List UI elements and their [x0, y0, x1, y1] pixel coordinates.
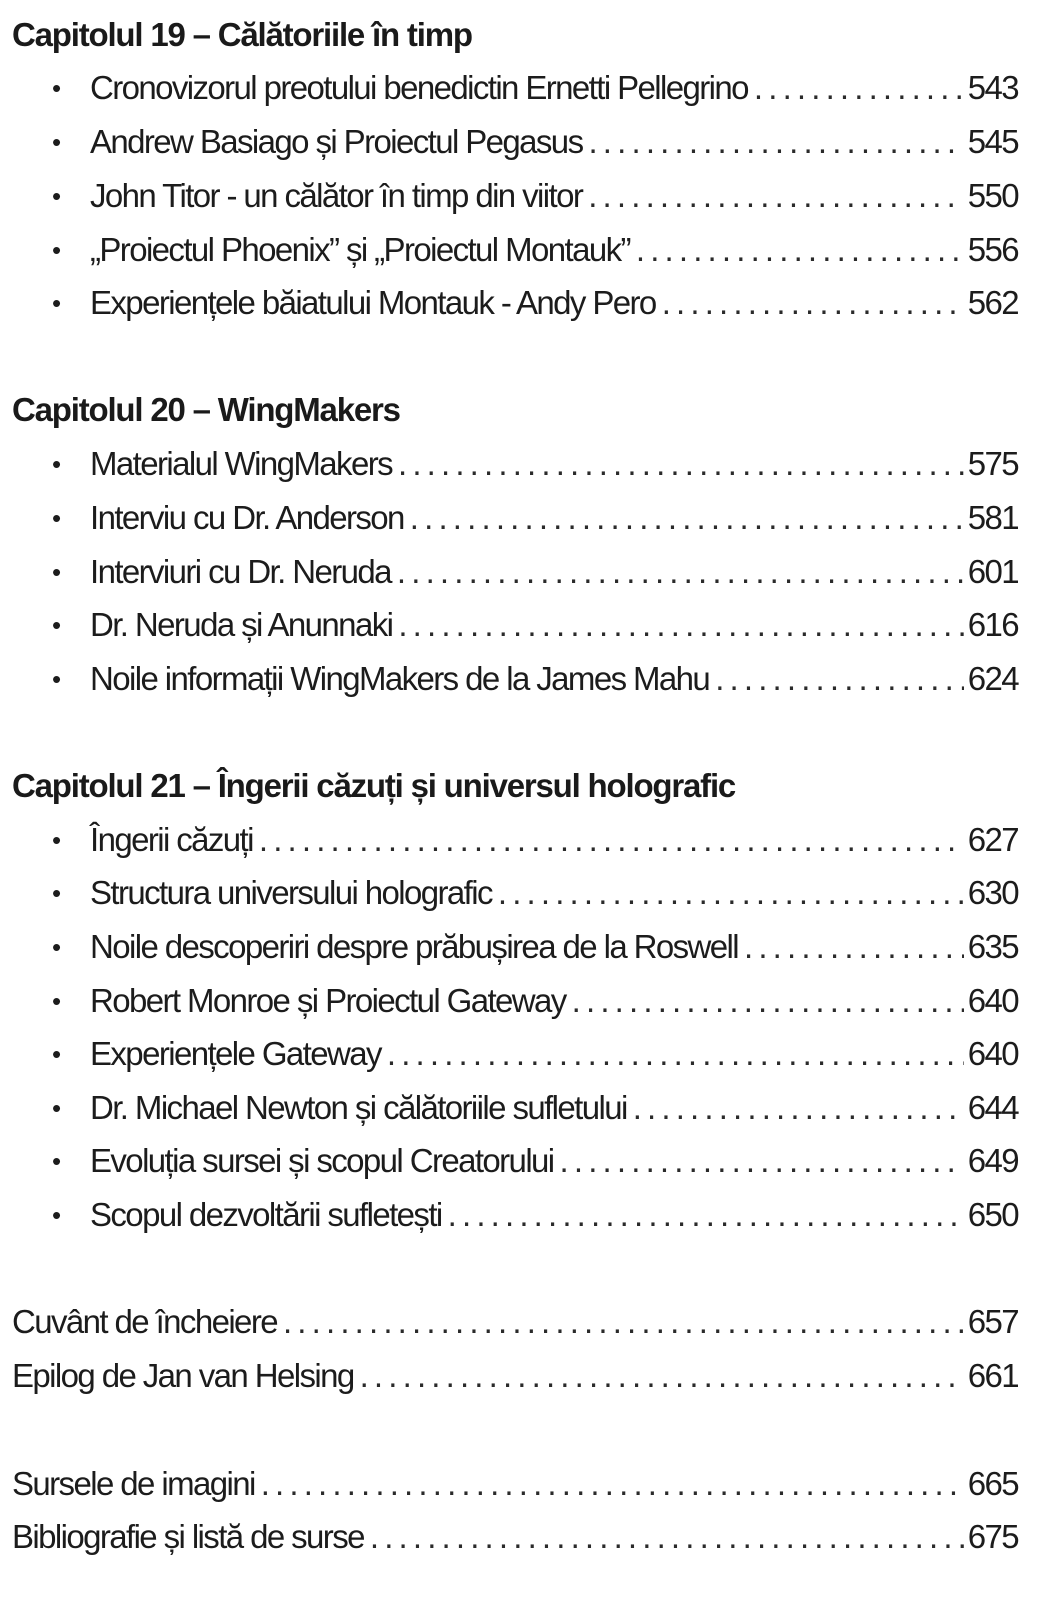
bullet-icon: •: [52, 181, 62, 211]
bullet-icon: •: [52, 1093, 62, 1123]
entry-title: Structura universului holografic: [90, 874, 492, 911]
toc-entry[interactable]: [52, 550, 1018, 594]
dot-leader: [398, 603, 963, 647]
entry-title: Cuvânt de încheiere: [12, 1303, 277, 1340]
toc-entry[interactable]: [52, 281, 1018, 325]
dot-leader: [398, 442, 964, 486]
bullet-icon: •: [52, 235, 62, 265]
bullet-icon: •: [52, 1146, 62, 1176]
entry-title: Robert Monroe și Proiectul Gateway: [90, 982, 566, 1019]
chapter-21-heading: Capitolul 21 – Îngerii căzuți și universul holografic: [12, 767, 736, 804]
dot-leader: [588, 174, 964, 218]
chapter-20-heading: Capitolul 20 – WingMakers: [12, 391, 400, 428]
dot-leader: [283, 1300, 964, 1344]
dot-leader: [360, 1354, 964, 1398]
entry-page-number: 630: [967, 874, 1018, 911]
entry-page-number: 675: [967, 1518, 1018, 1555]
toc-entry[interactable]: [52, 1086, 1018, 1130]
entry-title: Bibliografie și listă de surse: [12, 1518, 364, 1555]
entry-page-number: 601: [967, 553, 1018, 590]
toc-entry[interactable]: [52, 228, 1018, 272]
bullet-icon: •: [52, 557, 62, 587]
dot-leader: [397, 550, 964, 594]
entry-title: Dr. Neruda și Anunnaki: [90, 606, 393, 643]
bullet-icon: •: [52, 449, 62, 479]
entry-title: Interviu cu Dr. Anderson: [90, 499, 404, 536]
dot-leader: [261, 1462, 964, 1506]
toc-entry[interactable]: [12, 1462, 1018, 1506]
toc-entry[interactable]: [52, 1139, 1018, 1183]
bullet-icon: •: [52, 73, 62, 103]
entry-page-number: 545: [967, 123, 1018, 160]
entry-page-number: 661: [967, 1357, 1018, 1394]
entry-page-number: 624: [967, 660, 1018, 697]
toc-entry[interactable]: [52, 66, 1018, 110]
toc-entry[interactable]: [12, 1515, 1018, 1559]
toc-entry[interactable]: [52, 174, 1018, 218]
entry-title: „Proiectul Phoenix” și „Proiectul Montauk”: [90, 231, 630, 268]
dot-leader: [633, 1086, 964, 1130]
entry-page-number: 665: [967, 1465, 1018, 1502]
dot-leader: [560, 1139, 964, 1183]
dot-leader: [498, 871, 964, 915]
bullet-icon: •: [52, 986, 62, 1016]
dot-leader: [448, 1193, 964, 1237]
toc-entry[interactable]: [52, 120, 1018, 164]
dot-leader: [259, 818, 964, 862]
toc-entry[interactable]: [52, 925, 1018, 969]
dot-leader: [662, 281, 964, 325]
dot-leader: [715, 657, 964, 701]
entry-page-number: 657: [967, 1303, 1018, 1340]
entry-page-number: 635: [967, 928, 1018, 965]
bullet-icon: •: [52, 127, 62, 157]
bullet-icon: •: [52, 503, 62, 533]
entry-page-number: 543: [967, 69, 1018, 106]
bullet-icon: •: [52, 664, 62, 694]
toc-entry[interactable]: [52, 1193, 1018, 1237]
toc-entry[interactable]: [12, 1354, 1018, 1398]
entry-page-number: 640: [967, 982, 1018, 1019]
entry-title: Noile descoperiri despre prăbușirea de la Roswell: [90, 928, 738, 965]
entry-page-number: 650: [967, 1196, 1018, 1233]
toc-entry[interactable]: [52, 496, 1018, 540]
entry-title: Cronovizorul preotului benedictin Ernetti Pellegrino: [90, 69, 748, 106]
dot-leader: [754, 66, 964, 110]
dot-leader: [744, 925, 964, 969]
entry-title: Dr. Michael Newton și călătoriile sufletului: [90, 1089, 627, 1126]
entry-title: John Titor - un călător în timp din viitor: [90, 177, 583, 214]
entry-title: Evoluția sursei și scopul Creatorului: [90, 1142, 554, 1179]
entry-title: Noile informații WingMakers de la James Mahu: [90, 660, 710, 697]
toc-entry[interactable]: [52, 818, 1018, 862]
bullet-icon: •: [52, 1039, 62, 1069]
entry-page-number: 649: [967, 1142, 1018, 1179]
entry-title: Scopul dezvoltării sufletești: [90, 1196, 442, 1233]
bullet-icon: •: [52, 1200, 62, 1230]
entry-page-number: 581: [967, 499, 1018, 536]
entry-page-number: 556: [967, 231, 1018, 268]
dot-leader: [370, 1515, 964, 1559]
entry-page-number: 627: [967, 821, 1018, 858]
toc-entry[interactable]: [52, 979, 1018, 1023]
entry-page-number: 550: [967, 177, 1018, 214]
entry-title: Sursele de imagini: [12, 1465, 255, 1502]
toc-entry[interactable]: [52, 871, 1018, 915]
bullet-icon: •: [52, 610, 62, 640]
bullet-icon: •: [52, 878, 62, 908]
entry-title: Materialul WingMakers: [90, 445, 392, 482]
chapter-19-heading: Capitolul 19 – Călătoriile în timp: [12, 16, 472, 53]
dot-leader: [387, 1032, 964, 1076]
toc-entry[interactable]: [52, 1032, 1018, 1076]
dot-leader: [572, 979, 964, 1023]
entry-page-number: 575: [967, 445, 1018, 482]
dot-leader: [588, 120, 963, 164]
entry-page-number: 644: [967, 1089, 1018, 1126]
bullet-icon: •: [52, 288, 62, 318]
toc-entry[interactable]: [12, 1300, 1018, 1344]
toc-entry[interactable]: [52, 657, 1018, 701]
entry-title: Experiențele Gateway: [90, 1035, 381, 1072]
entry-title: Interviuri cu Dr. Neruda: [90, 553, 391, 590]
entry-title: Andrew Basiago și Proiectul Pegasus: [90, 123, 583, 160]
entry-page-number: 616: [967, 606, 1018, 643]
toc-entry[interactable]: [52, 442, 1018, 486]
toc-entry[interactable]: [52, 603, 1018, 647]
entry-title: Îngerii căzuți: [90, 821, 253, 858]
entry-title: Epilog de Jan van Helsing: [12, 1357, 354, 1394]
bullet-icon: •: [52, 932, 62, 962]
bullet-icon: •: [52, 825, 62, 855]
entry-page-number: 562: [967, 284, 1018, 321]
dot-leader: [636, 228, 964, 272]
dot-leader: [410, 496, 964, 540]
entry-page-number: 640: [967, 1035, 1018, 1072]
entry-title: Experiențele băiatului Montauk - Andy Pero: [90, 284, 656, 321]
